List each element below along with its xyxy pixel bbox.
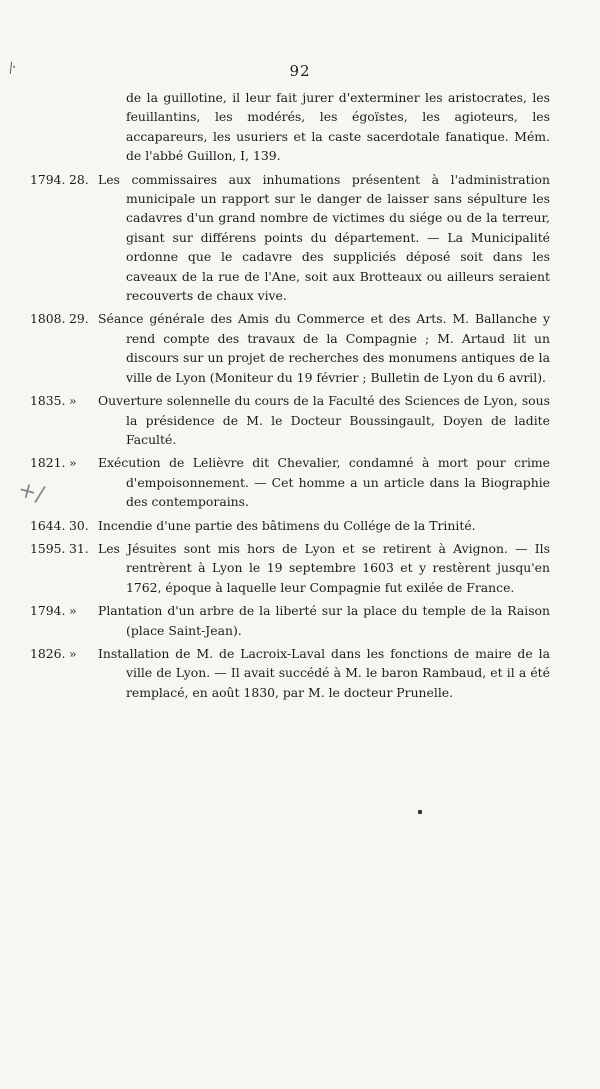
chronology-entry: [30, 516, 550, 535]
entry-text: Exécution de Lelièvre dit Chevalier, condamné à mort pour crime d'empoisonnement. — Cet homme a un article dans la Biographie des contemporains.: [98, 455, 550, 510]
entry-day: »: [69, 455, 77, 471]
entry-year: 1835.: [30, 393, 66, 409]
entry-text: Incendie d'une partie des bâtimens du Collége de la Trinité.: [98, 517, 476, 533]
entry-day: »: [69, 645, 77, 661]
chronology-entry: [30, 644, 550, 702]
entry-text: Les commissaires aux inhumations présentent à l'administration municipale un rapport sur le danger de laisser sans sépulture les cadavres d'un grand nombre de victimes du siége ou de la terreur, gisant sur différens points du département. — La Municipalité ordonne que le cadavre des suppliciés déposé soit dans les caveaux de la rue de l'Ane, soit aux Brotteaux ou ailleurs seraient recouverts de chaux vive.: [98, 171, 550, 304]
page-number: 92: [289, 62, 311, 80]
entry-year: 1826.: [30, 645, 66, 661]
chronology-entry: [30, 309, 550, 387]
chronology-entry: [30, 391, 550, 449]
entry-text: Ouverture solennelle du cours de la Faculté des Sciences de Lyon, sous la présidence de M. le Docteur Boussingault, Doyen de ladite Faculté.: [98, 393, 550, 447]
entry-day: »: [69, 603, 77, 619]
entry-day: »: [69, 393, 77, 409]
entry-text: Séance générale des Amis du Commerce et des Arts. M. Ballanche y rend compte des travaux de la Compagnie ; M. Artaud lit un discours sur un projet de recherches des monumens antiques de la ville de Lyon (Moniteur du 19 février ; Bulletin de Lyon du 6 avril).: [98, 311, 550, 385]
entry-year: 1595.: [30, 540, 66, 556]
entry-year: 1794.: [30, 171, 66, 187]
entry-text: Installation de M. de Lacroix-Laval dans les fonctions de maire de la ville de Lyon. — Il avait succédé à M. le baron Rambaud, et il a été remplacé, en août 1830, par M. le docteur Prunelle.: [98, 645, 550, 700]
margin-pencil-mark: +/: [15, 477, 47, 508]
chronology-entry: [30, 170, 550, 306]
ink-speck: [418, 810, 422, 814]
entry-year: 1821.: [30, 455, 66, 471]
entry-year: 1644.: [30, 517, 66, 533]
entry-year: 1794.: [30, 603, 66, 619]
entry-text: Les Jésuites sont mis hors de Lyon et se retirent à Avignon. — Ils rentrèrent à Lyon le 19 septembre 1603 et y restèrent jusqu'en 1762, époque à laquelle leur Compagnie fut exilée de France.: [98, 540, 550, 595]
chronology-entry: [30, 453, 550, 511]
chronology-entry: [30, 539, 550, 597]
chronology-entry: [30, 88, 550, 166]
entry-day: 31.: [69, 540, 89, 556]
entry-text: Plantation d'un arbre de la liberté sur la place du temple de la Raison (place Saint-Jean).: [98, 603, 550, 638]
chronology-entry: [30, 601, 550, 640]
entry-day: 30.: [69, 517, 89, 533]
entry-day: 28.: [69, 171, 89, 187]
margin-pencil-mark: ⁄·: [6, 59, 20, 77]
chronology-entries: [30, 88, 550, 702]
entry-day: 29.: [69, 311, 89, 327]
entry-year: 1808.: [30, 311, 66, 327]
entry-text: de la guillotine, il leur fait jurer d'exterminer les aristocrates, les feuillantins, les modérés, les égoïstes, les agioteurs, les accapareurs, les usuriers et la caste sacerdotale fanatique. Mém. de l'abbé Guillon, I, 139.: [126, 90, 550, 164]
